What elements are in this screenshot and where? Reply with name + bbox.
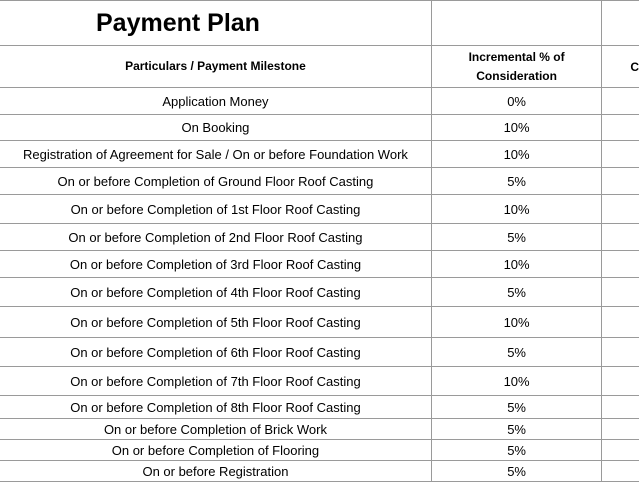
milestone-cell: Application Money	[0, 88, 431, 115]
milestone-cell: On or before Completion of 7th Floor Roof Casting	[0, 367, 431, 396]
partial-column-cell	[602, 168, 639, 195]
table-row	[0, 141, 639, 168]
percent-cell: 10%	[431, 195, 601, 224]
percent-cell: 5%	[431, 396, 601, 419]
table-row	[0, 307, 639, 338]
title-empty-cell-partial	[602, 1, 639, 46]
partial-column-cell	[602, 278, 639, 307]
milestone-cell: On or before Completion of Ground Floor Roof Casting	[0, 168, 431, 195]
partial-column-cell	[602, 338, 639, 367]
percent-cell: 5%	[431, 278, 601, 307]
milestone-cell: On or before Completion of 1st Floor Roof Casting	[0, 195, 431, 224]
milestone-cell: On Booking	[0, 115, 431, 141]
table-row	[0, 168, 639, 195]
percent-cell: 5%	[431, 338, 601, 367]
page-title: Payment Plan	[0, 1, 431, 46]
table-row	[0, 251, 639, 278]
title-empty-cell	[431, 1, 601, 46]
milestone-cell: On or before Completion of Flooring	[0, 440, 431, 461]
milestone-cell: On or before Completion of 3rd Floor Roof Casting	[0, 251, 431, 278]
milestone-cell: On or before Completion of Brick Work	[0, 419, 431, 440]
milestone-cell: On or before Completion of 6th Floor Roof Casting	[0, 338, 431, 367]
percent-cell: 5%	[431, 224, 601, 251]
milestone-cell: On or before Completion of 5th Floor Roof Casting	[0, 307, 431, 338]
percent-cell: 10%	[431, 115, 601, 141]
milestone-cell: On or before Completion of 2nd Floor Roof Casting	[0, 224, 431, 251]
table-row	[0, 419, 639, 440]
table-row	[0, 224, 639, 251]
partial-column-cell	[602, 307, 639, 338]
milestone-cell: On or before Completion of 4th Floor Roof Casting	[0, 278, 431, 307]
percent-cell: 5%	[431, 168, 601, 195]
incremental-header-line1: Incremental % of	[468, 49, 565, 64]
table-row	[0, 195, 639, 224]
percent-cell: 10%	[431, 307, 601, 338]
particulars-header: Particulars / Payment Milestone	[0, 46, 431, 88]
table-row	[0, 396, 639, 419]
partial-column-cell	[602, 195, 639, 224]
table-row	[0, 88, 639, 115]
percent-cell: 10%	[431, 251, 601, 278]
percent-cell: 0%	[431, 88, 601, 115]
partial-column-cell	[602, 367, 639, 396]
incremental-header-line2: Consideration	[476, 68, 557, 83]
partial-column-cell	[602, 440, 639, 461]
partial-column-cell	[602, 461, 639, 482]
percent-cell: 10%	[431, 367, 601, 396]
table-row	[0, 440, 639, 461]
table-row	[0, 278, 639, 307]
header-row	[0, 46, 639, 88]
partial-column-cell	[602, 115, 639, 141]
partial-column-header: C	[602, 46, 639, 88]
partial-column-cell	[602, 396, 639, 419]
partial-column-cell	[602, 251, 639, 278]
table-row	[0, 461, 639, 482]
percent-cell: 5%	[431, 419, 601, 440]
table-row	[0, 115, 639, 141]
percent-cell: 5%	[431, 461, 601, 482]
milestone-cell: Registration of Agreement for Sale / On or before Foundation Work	[0, 141, 431, 168]
partial-column-cell	[602, 141, 639, 168]
milestone-cell: On or before Completion of 8th Floor Roof Casting	[0, 396, 431, 419]
table-row	[0, 338, 639, 367]
table-row	[0, 367, 639, 396]
percent-cell: 10%	[431, 141, 601, 168]
partial-column-cell	[602, 224, 639, 251]
incremental-header	[431, 46, 601, 88]
partial-column-cell	[602, 88, 639, 115]
partial-column-cell	[602, 419, 639, 440]
milestone-cell: On or before Registration	[0, 461, 431, 482]
title-row	[0, 1, 639, 46]
percent-cell: 5%	[431, 440, 601, 461]
